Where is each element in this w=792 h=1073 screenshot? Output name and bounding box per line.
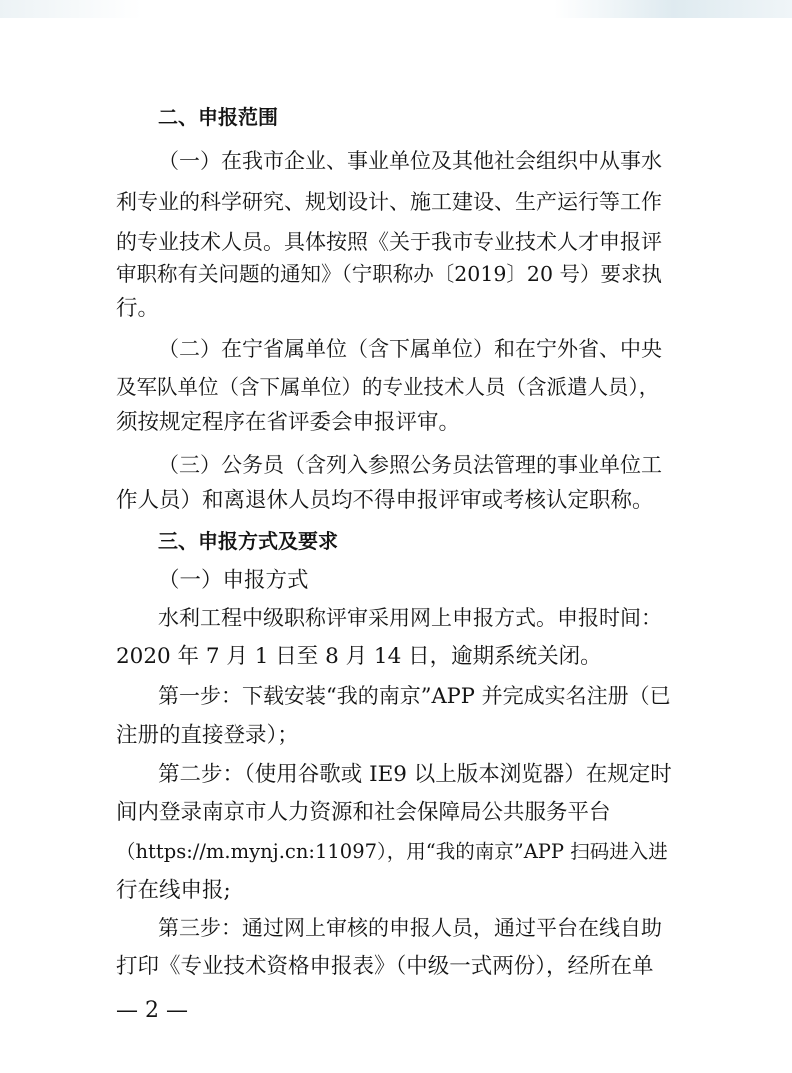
paragraph-line: 须按规定程序在省评委会申报评审。 <box>116 410 461 435</box>
paragraph-line: 打印《专业技术资格申报表》（中级一式两份），经所在单 <box>116 954 654 979</box>
paragraph-line: 水利工程中级职称评审采用网上申报方式。申报时间： <box>158 606 662 630</box>
section-heading-scope: 二、申报范围 <box>158 105 278 129</box>
paragraph-line: （三）公务员（含列入参照公务员法管理的事业单位工 <box>158 453 662 477</box>
paragraph-line: 注册的直接登录）； <box>116 723 299 748</box>
section-heading-method: 三、申报方式及要求 <box>158 529 338 553</box>
paragraph-line: （https://m.mynj.cn:11097），用“我的南京”APP 扫码进入进 <box>116 840 668 863</box>
paragraph-line: 第三步：通过网上审核的申报人员，通过平台在线自助 <box>158 916 662 940</box>
paragraph-line: 利专业的科学研究、规划设计、施工建设、生产运行等工作 <box>116 190 662 214</box>
paragraph-line: 作人员）和离退休人员均不得申报评审或考核认定职称。 <box>116 488 654 513</box>
paragraph-line: 间内登录南京市人力资源和社会保障局公共服务平台 <box>116 800 611 825</box>
paragraph-line: 第二步：（使用谷歌或 IE9 以上版本浏览器）在规定时 <box>158 762 672 787</box>
paragraph-line: （一）在我市企业、事业单位及其他社会组织中从事水 <box>158 149 662 173</box>
paragraph-line: 2020 年 7 月 1 日至 8 月 14 日，逾期系统关闭。 <box>116 644 602 669</box>
paragraph-line: 第一步：下载安装“我的南京”APP 并完成实名注册（已 <box>158 684 671 708</box>
paragraph-line: 行。 <box>116 296 160 321</box>
paragraph-line: 审职称有关问题的通知》（宁职称办〔2019〕20 号）要求执 <box>116 262 663 286</box>
paragraph-line: 的专业技术人员。具体按照《关于我市专业技术人才申报评 <box>116 230 662 254</box>
paragraph-line: 行在线申报; <box>116 878 231 903</box>
paragraph-line: （二）在宁省属单位（含下属单位）和在宁外省、中央 <box>158 337 662 361</box>
page-number: — 2 — <box>116 998 188 1023</box>
scan-edge <box>0 0 792 18</box>
paragraph-line: 及军队单位（含下属单位）的专业技术人员（含派遣人员）， <box>116 375 660 399</box>
subheading-line: （一）申报方式 <box>158 568 309 593</box>
